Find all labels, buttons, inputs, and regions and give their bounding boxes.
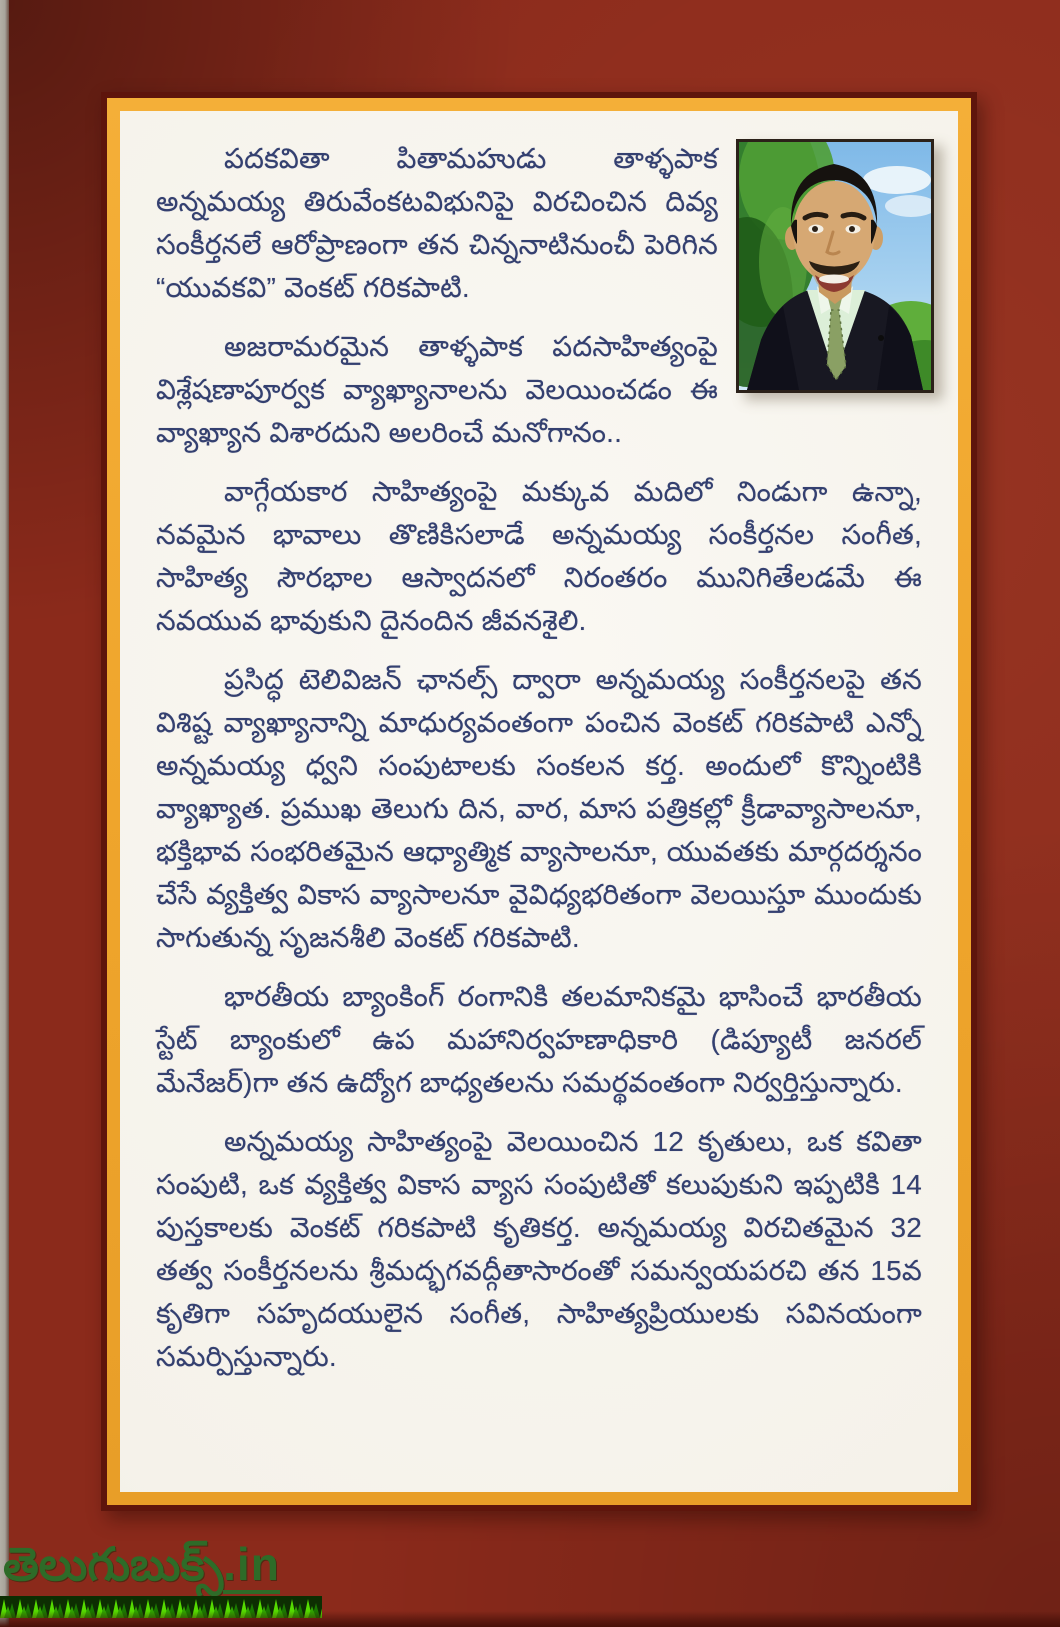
about-author-paragraph-5: భారతీయ బ్యాంకింగ్ రంగానికి తలమానికమై భాసించే భారతీయ స్టేట్ బ్యాంకులో ఉప మహానిర్వహణాధికారి (డిప్యూటీ జనరల్ మేనేజర్)గా తన ఉద్యోగ బాధ్యతలను సమర్థవంతంగా నిర్వర్తిస్తున్నారు. (156, 981, 922, 1098)
watermark-text (0, 1534, 330, 1594)
about-author-paragraph-6: అన్నమయ్య సాహిత్యంపై వెలయించిన 12 కృతులు, ఒక కవితా సంపుటి, ఒక వ్యక్తిత్వ వికాస వ్యాస సంపుటితో కలుపుకుని ఇప్పటికి 14 పుస్తకాలకు వెంకట్ గరికపాటి కృతికర్త. అన్నమయ్య విరచితమైన 32 తత్వ సంకీర్తనలను శ్రీమద్భగవద్గీతాసారంతో సమన్వయపరచి తన 15వ కృతిగా సహృదయులైన సంగీత, సాహిత్యప్రియులకు సవినయంగా సమర్పిస్తున్నారు. (156, 1126, 922, 1372)
about-author-paragraph-4: ప్రసిద్ధ టెలివిజన్ ఛానల్స్ ద్వారా అన్నమయ్య సంకీర్తనలపై తన విశిష్ట వ్యాఖ్యానాన్ని మాధుర్యవంతంగా పంచిన వెంకట్ గరికపాటి ఎన్నో అన్నమయ్య ధ్వని సంపుటాలకు సంకలన కర్త. అందులో కొన్నింటికి వ్యాఖ్యాత. ప్రముఖ తెలుగు దిన, వార, మాస పత్రికల్లో క్రీడావ్యాసాలనూ, భక్తిభావ సంభరితమైన ఆధ్యాత్మిక వ్యాసాలనూ, యువతకు మార్గదర్శనం చేసే వ్యక్తిత్వ వికాస వ్యాసాలనూ వైవిధ్యభరితంగా వెలయిస్తూ ముందుకు సాగుతున్న సృజనశీలి వెంకట్ గరికపాటి. (156, 664, 922, 953)
watermark (0, 1534, 330, 1618)
author-portrait-photo (736, 139, 934, 393)
scan-bottom-edge (0, 1611, 1060, 1627)
about-author-paragraph-1: పదకవితా పితామహుడు తాళ్ళపాక అన్నమయ్య తిరువేంకటవిభునిపై విరచించిన దివ్య సంకీర్తనలే ఆరోప్రాణంగా తన చిన్ననాటినుంచీ పెరిగిన “యువకవి” వెంకట్ గరికపాటి. (156, 143, 718, 303)
about-author-paragraph-2: అజరామరమైన తాళ్ళపాక పదసాహిత్యంపై విశ్లేషణాపూర్వక వ్యాఖ్యానాలను వెలయించడం ఈ వ్యాఖ్యాన విశారదుని అలరించే మనోగానం.. (156, 331, 718, 448)
watermark-text-main: తెలుగుబుక్స్ (3, 1538, 224, 1590)
watermark-text-suffix: .in (223, 1538, 280, 1594)
scan-spine-edge (0, 0, 9, 1627)
about-author-paragraph-3: వాగ్గేయకార సాహిత్యంపై మక్కువ మదిలో నిండుగా ఉన్నా, నవమైన భావాలు తొణికిసలాడే అన్నమయ్య సంకీర్తనల సంగీత, సాహిత్య సౌరభాల ఆస్వాదనలో నిరంతరం మునిగితేలడమే ఈ నవయువ భావుకుని దైనందిన జీవనశైలి. (156, 476, 922, 636)
about-author-panel (120, 111, 958, 1492)
gold-frame (101, 92, 977, 1511)
author-portrait-illustration (739, 142, 931, 390)
